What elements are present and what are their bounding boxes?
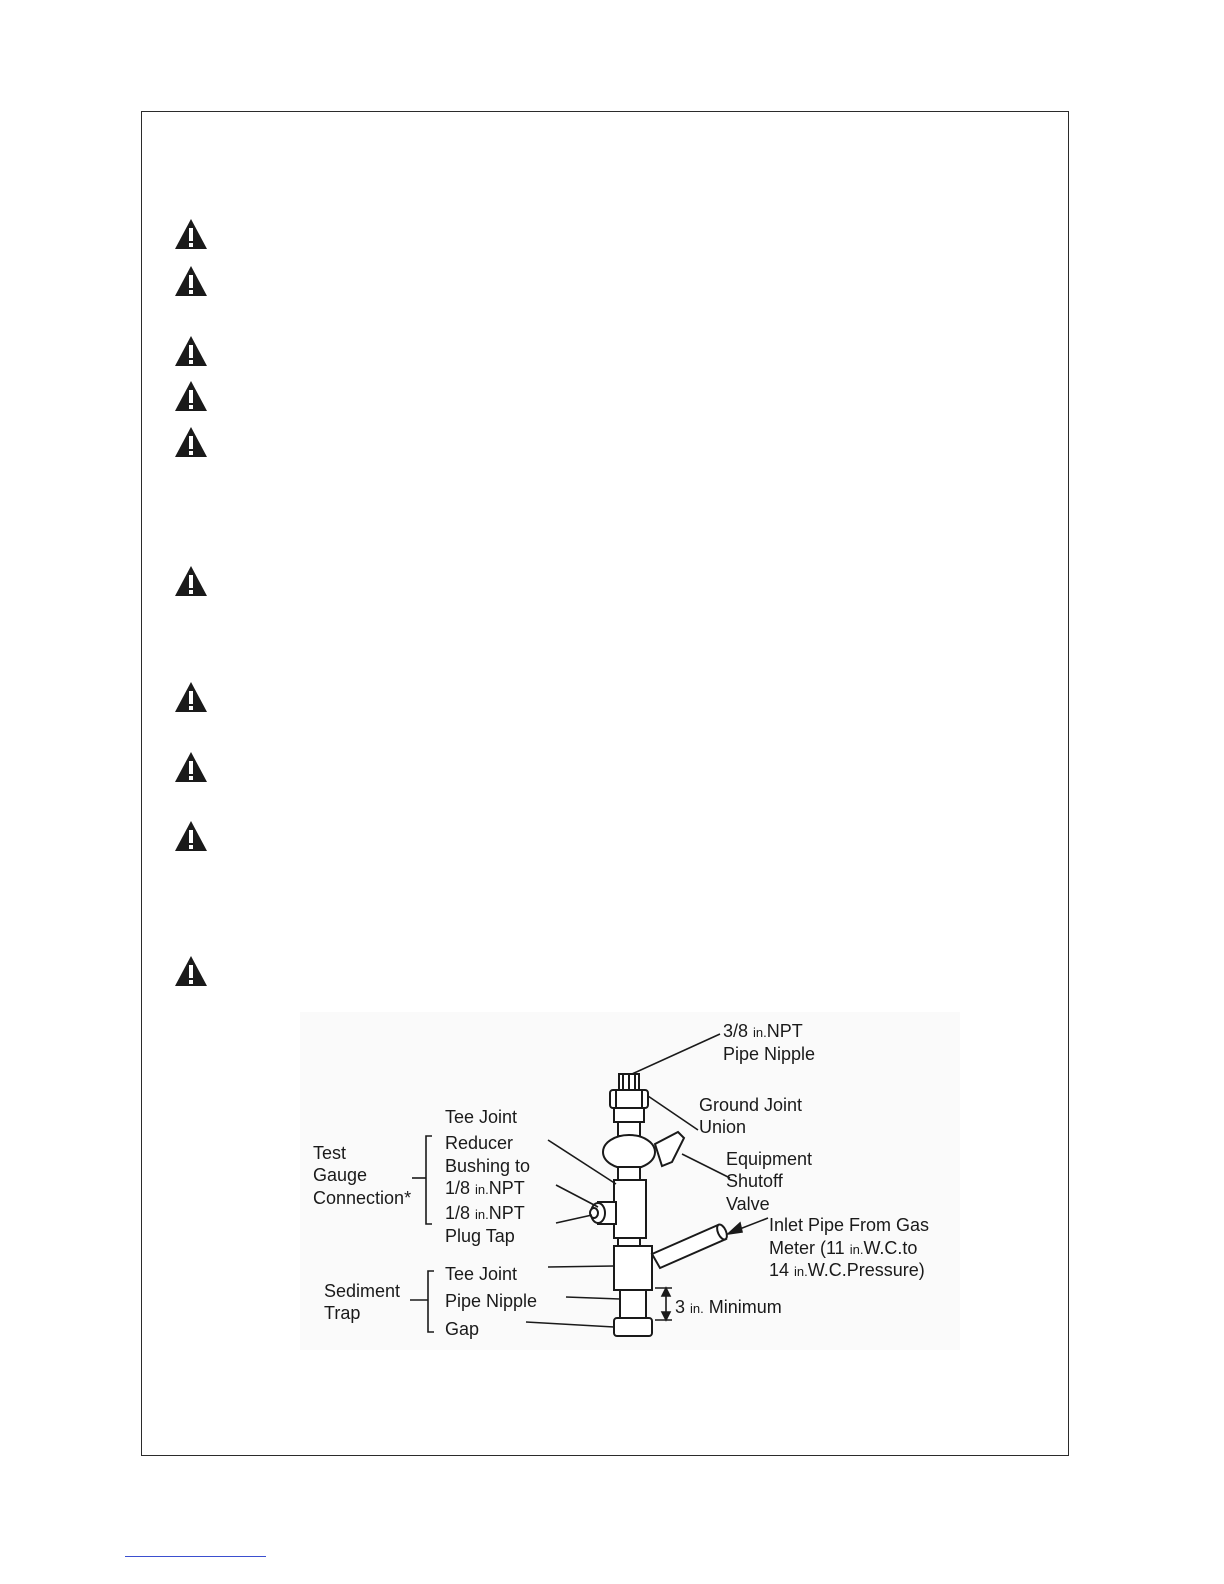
label-pipe-nipple-top: 3/8 in.NPT bbox=[723, 1021, 803, 1041]
label-minimum: 3 in. Minimum bbox=[675, 1297, 782, 1317]
gas-piping-diagram bbox=[300, 1012, 960, 1350]
label-connection: Connection* bbox=[313, 1188, 412, 1208]
label-union: Union bbox=[699, 1117, 747, 1137]
warning-triangle-icon bbox=[174, 820, 208, 852]
label-test: Test bbox=[313, 1143, 347, 1163]
warning-triangle-icon bbox=[174, 681, 208, 713]
warning-triangle-icon bbox=[174, 426, 208, 458]
label-sediment: Sediment bbox=[324, 1281, 401, 1301]
warning-triangle-icon bbox=[174, 565, 208, 597]
label-pipe-nipple-top-2: Pipe Nipple bbox=[723, 1044, 816, 1064]
label-equipment: Equipment bbox=[726, 1149, 813, 1169]
label-reducer: Reducer bbox=[445, 1133, 514, 1153]
warning-triangle-icon bbox=[174, 751, 208, 783]
label-inlet-pressure-1: Meter (11 in.W.C.to bbox=[769, 1238, 918, 1258]
warning-triangle-icon bbox=[174, 218, 208, 250]
warning-triangle-icon bbox=[174, 380, 208, 412]
label-gauge: Gauge bbox=[313, 1165, 368, 1185]
label-inlet-pressure-2: 14 in.W.C.Pressure) bbox=[769, 1260, 925, 1280]
label-ground-joint: Ground Joint bbox=[699, 1095, 803, 1115]
warning-triangle-icon bbox=[174, 955, 208, 987]
label-shutoff: Shutoff bbox=[726, 1171, 783, 1191]
label-tee-joint-lower: Tee Joint bbox=[445, 1264, 518, 1284]
warning-triangle-icon bbox=[174, 265, 208, 297]
label-pipe-nipple-lower: Pipe Nipple bbox=[445, 1291, 538, 1311]
label-gap: Gap bbox=[445, 1319, 480, 1339]
label-trap: Trap bbox=[324, 1303, 361, 1323]
label-bushing-to: Bushing to bbox=[445, 1156, 531, 1176]
label-valve: Valve bbox=[726, 1194, 770, 1214]
label-tee-joint-upper: Tee Joint bbox=[445, 1107, 518, 1127]
label-reducer-npt: 1/8 in.NPT bbox=[445, 1178, 525, 1198]
label-plug-tap: Plug Tap bbox=[445, 1226, 515, 1246]
footer-link-rule bbox=[125, 1556, 266, 1557]
label-plug-tap-npt: 1/8 in.NPT bbox=[445, 1203, 525, 1223]
label-inlet-pipe: Inlet Pipe From Gas bbox=[769, 1215, 930, 1235]
warning-triangle-icon bbox=[174, 335, 208, 367]
